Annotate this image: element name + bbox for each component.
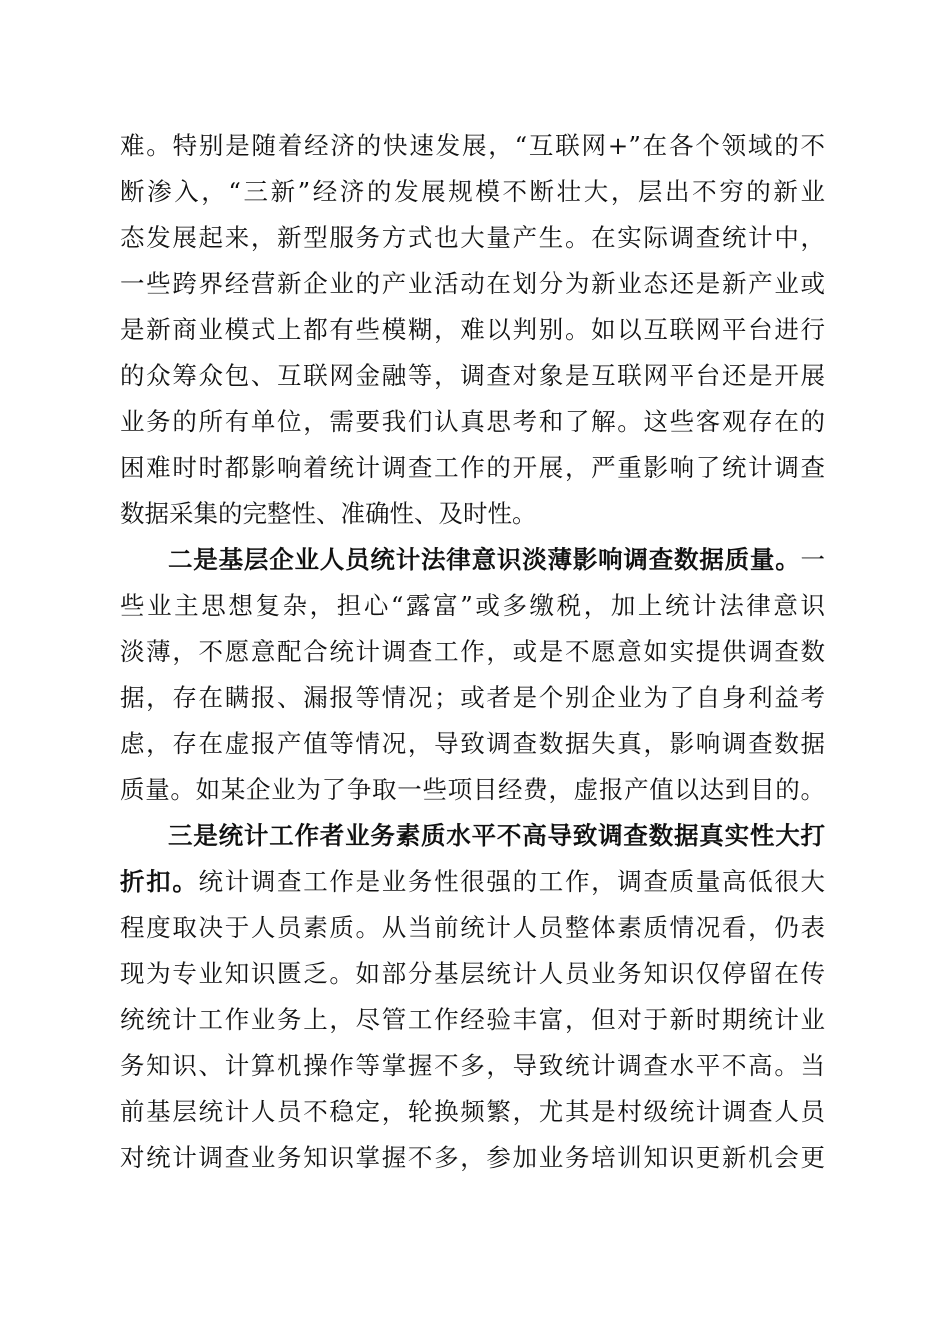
paragraph-heading: 二是基层企业人员统计法律意识淡薄影响调查数据质量。 <box>168 545 801 574</box>
paragraph-line: 断渗入，“三新”经济的发展规模不断壮大，层出不穷的新业 <box>120 177 825 206</box>
paragraph-line: 质量。如某企业为了争取一些项目经费，虚报产值以达到目的。 <box>120 775 825 804</box>
paragraph-line: 统统计工作业务上，尽管工作经验丰富，但对于新时期统计业 <box>120 1005 825 1034</box>
paragraph-line: 难。特别是随着经济的快速发展，“互联网+”在各个领域的不 <box>120 131 825 160</box>
paragraph-line: 的众筹众包、互联网金融等，调查对象是互联网平台还是开展 <box>120 361 825 390</box>
paragraph-2 <box>120 537 825 813</box>
paragraph-line: 数据采集的完整性、准确性、及时性。 <box>120 499 537 528</box>
paragraph-line: 是新商业模式上都有些模糊，难以判别。如以互联网平台进行 <box>120 315 825 344</box>
paragraph-line: 一些跨界经营新企业的产业活动在划分为新业态还是新产业或 <box>120 269 825 298</box>
paragraph-line: 务知识、计算机操作等掌握不多，导致统计调查水平不高。当 <box>120 1051 825 1080</box>
paragraph-line: 前基层统计人员不稳定，轮换频繁，尤其是村级统计调查人员 <box>120 1097 825 1126</box>
paragraph-line: 程度取决于人员素质。从当前统计人员整体素质情况看，仍表 <box>120 913 825 942</box>
heading-trailing-text: 统计调查工作是业务性很强的工作，调查质量高低很大 <box>198 867 825 896</box>
paragraph-line: 态发展起来，新型服务方式也大量产生。在实际调查统计中， <box>120 223 825 252</box>
paragraph-heading-end: 折扣。 <box>120 867 199 896</box>
heading-trailing-text: 一 <box>800 545 825 574</box>
paragraph-line: 些业主思想复杂，担心“露富”或多缴税，加上统计法律意识 <box>120 591 825 620</box>
paragraph-heading-line: 三是统计工作者业务素质水平不高导致调查数据真实性大打 <box>168 821 825 850</box>
paragraph-first-line <box>120 537 825 583</box>
paragraph-line: 淡薄，不愿意配合统计调查工作，或是不愿意如实提供调查数 <box>120 637 825 666</box>
paragraph-line: 现为专业知识匮乏。如部分基层统计人员业务知识仅停留在传 <box>120 959 825 988</box>
paragraph-line: 困难时时都影响着统计调查工作的开展，严重影响了统计调查 <box>120 453 825 482</box>
paragraph-line: 虑，存在虚报产值等情况，导致调查数据失真，影响调查数据 <box>120 729 825 758</box>
paragraph-line <box>120 859 825 905</box>
paragraph-3 <box>120 813 825 1181</box>
paragraph-line: 据，存在瞒报、漏报等情况；或者是个别企业为了自身利益考 <box>120 683 825 712</box>
paragraph-line: 业务的所有单位，需要我们认真思考和了解。这些客观存在的 <box>120 407 825 436</box>
paragraph-1 <box>120 123 825 537</box>
paragraph-line: 对统计调查业务知识掌握不多，参加业务培训知识更新机会更 <box>120 1143 825 1172</box>
document-body <box>120 123 825 1181</box>
